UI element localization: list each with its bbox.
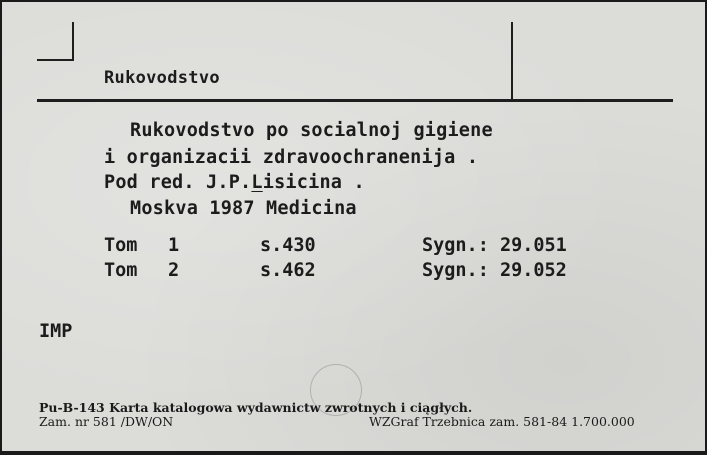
footer-order-number: Zam. nr 581 /DW/ON bbox=[39, 414, 174, 429]
footer-printer: WZGraf Trzebnica zam. 581-84 1.700.000 bbox=[369, 414, 635, 429]
volume-1-pages: s.430 bbox=[260, 235, 316, 256]
editor-rest: isicina . bbox=[262, 172, 365, 193]
imprint-line: Moskva 1987 Medicina bbox=[130, 198, 357, 219]
corner-mark-vertical bbox=[72, 22, 74, 60]
volume-2-pages: s.462 bbox=[260, 260, 316, 281]
footer-form-title: Pu-B-143 Karta katalogowa wydawnictw zwrotnych i ciągłych. bbox=[39, 400, 473, 415]
catalog-card bbox=[2, 2, 705, 451]
volume-1-number: 1 bbox=[168, 235, 180, 256]
volume-2-signature: Sygn.: 29.052 bbox=[422, 260, 567, 281]
imp-mark: IMP bbox=[39, 321, 73, 342]
heading-divider-line bbox=[511, 22, 513, 100]
editor-prefix: Pod red. J.P. bbox=[104, 172, 252, 193]
title-line-2: i organizacii zdravoochranenija . bbox=[104, 147, 479, 168]
volume-1-signature: Sygn.: 29.051 bbox=[422, 235, 567, 256]
editor-line bbox=[104, 172, 365, 193]
volume-2-number: 2 bbox=[168, 260, 180, 281]
editor-underlined-letter: L bbox=[251, 172, 263, 193]
header-rule bbox=[37, 99, 673, 102]
card-heading: Rukovodstvo bbox=[104, 68, 220, 88]
corner-mark-horizontal bbox=[37, 59, 74, 61]
volume-2-label: Tom bbox=[104, 260, 138, 281]
title-line-1: Rukovodstvo po socialnoj gigiene bbox=[130, 120, 493, 141]
volume-1-label: Tom bbox=[104, 235, 138, 256]
